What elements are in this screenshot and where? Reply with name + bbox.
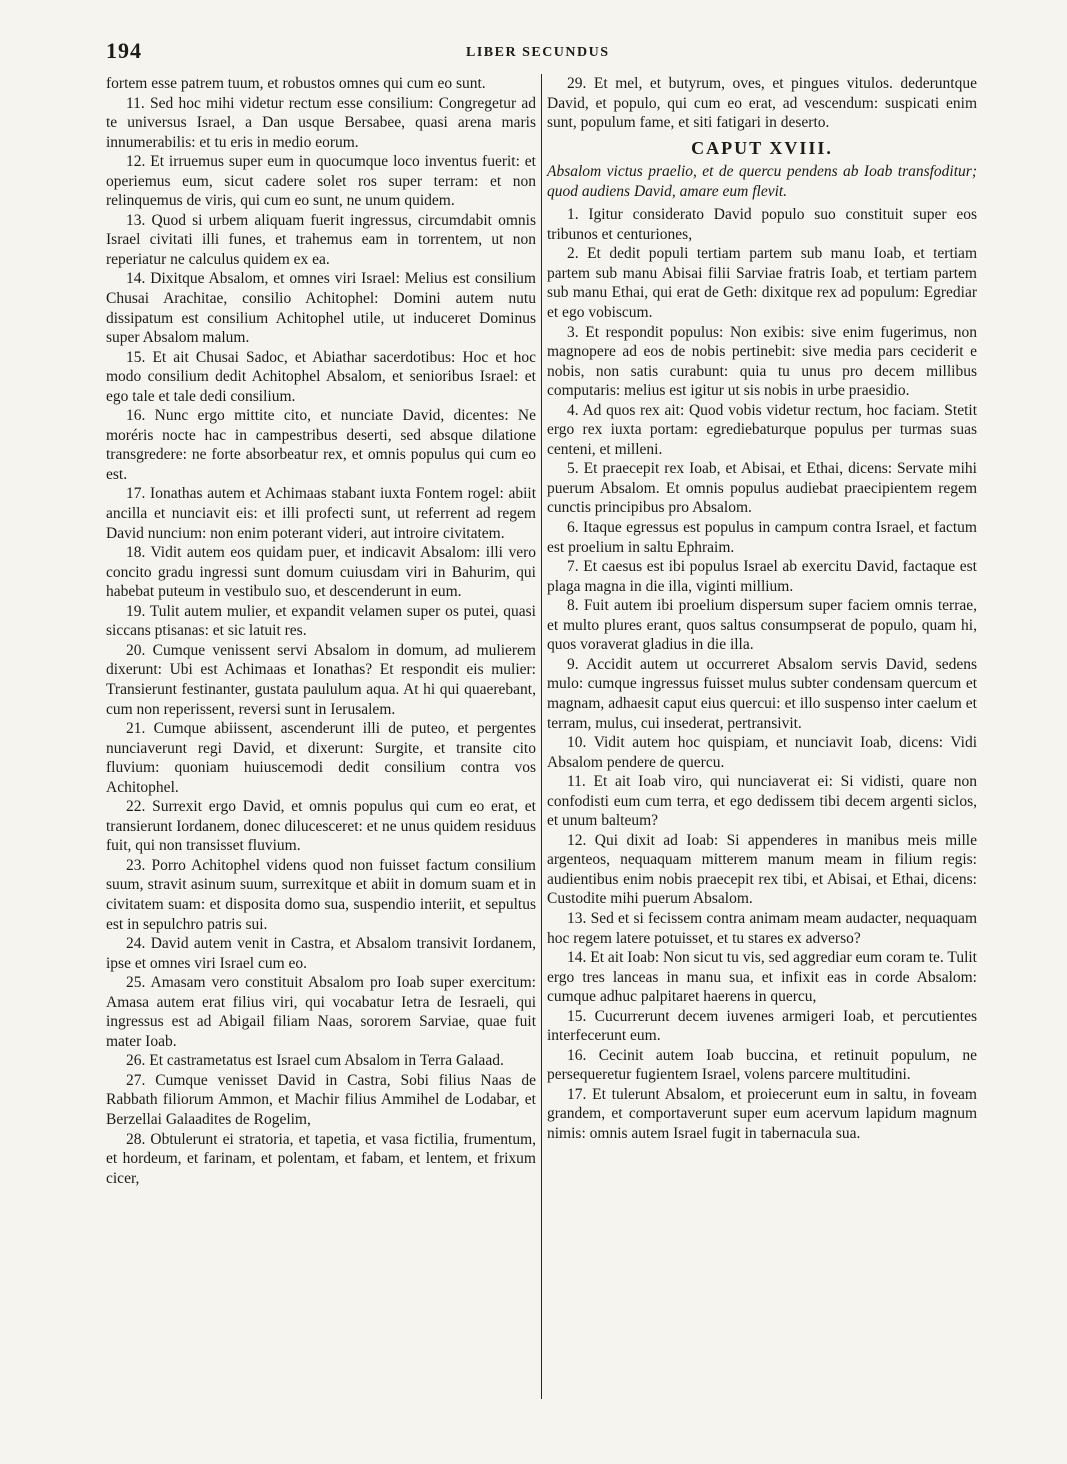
verse-paragraph: 17. Ionathas autem et Achimaas stabant iuxta Fontem rogel: abiit ancilla et nunciavit eis: et illi profecti sunt, ut referrent ad regem David nuncium: non enim poterant videri, aut introire civitatem. [106, 485, 536, 542]
verse-paragraph: 17. Et tulerunt Absalom, et proiecerunt eum in saltu, in foveam grandem, et comportaverunt super eum acervum lapidum magnum nimis: omnis autem Israel fugit in tabernacula sua. [547, 1085, 977, 1142]
verse-paragraph: 27. Cumque venisset David in Castra, Sobi filius Naas de Rabbath filiorum Ammon, et Machir filius Ammihel de Lodabar, et Berzellai Galaadites de Rogelim, [106, 1071, 536, 1128]
verse-paragraph: 26. Et castrametatus est Israel cum Absalom in Terra Galaad. [126, 1052, 504, 1070]
left-column [106, 74, 536, 1188]
verse-paragraph: 19. Tulit autem mulier, et expandit velamen super os putei, quasi siccans ptisanas: et sic latuit res. [106, 602, 536, 640]
verse-paragraph: 15. Et ait Chusai Sadoc, et Abiathar sacerdotibus: Hoc et hoc modo consilium dedit Achitophel Absalom, et senioribus Israel: et ego tale et tale dedi consilium. [106, 348, 536, 405]
verse-paragraph: 13. Sed et si fecissem contra animam meam audacter, nequaquam hoc regem latere potuisset, et tu stares ex adverso? [547, 909, 977, 947]
verse-paragraph: 12. Qui dixit ad Ioab: Si appenderes in manibus meis mille argenteos, nequaquam mitterem manum meam in filium regis: audientibus enim nobis praecepit rex tibi, et Abisai, et Ethai, dicens: Custodite mihi puerum Absalom. [547, 831, 977, 908]
right-column [547, 74, 977, 1144]
verse-paragraph: 3. Et respondit populus: Non exibis: sive enim fugerimus, non magnopere ad eos de nobis pertinebit: sive media pars ceciderit e nobis, non satis curabunt: quia tu unus pro decem millibus computaris: melius est igitur ut sis nobis in urbe praesidio. [547, 323, 977, 400]
page-number: 194 [106, 38, 142, 63]
chapter-heading: CAPUT XVIII. [691, 137, 833, 158]
verse-paragraph: 22. Surrexit ergo David, et omnis populus qui cum eo erat, et transierunt Iordanem, donec dilucesceret: et ne unus quidem residuus fuit, qui non transisset fluvium. [106, 798, 536, 855]
verse-paragraph: 10. Vidit autem hoc quispiam, et nunciavit Ioab, dicens: Vidi Absalom pendere de quercu. [547, 734, 977, 771]
verse-paragraph: 5. Et praecepit rex Ioab, et Abisai, et Ethai, dicens: Servate mihi puerum Absalom. Et omnis populus audiebat praecipientem regem cunctis principibus pro Absalom. [547, 460, 977, 517]
verse-paragraph: 18. Vidit autem eos quidam puer, et indicavit Absalom: illi vero concito gradu ingressi sunt domum cuiusdam viri in Bahurim, qui habebat puteum in vestibulo suo, et descenderunt in eum. [106, 544, 536, 601]
verse-paragraph: 8. Fuit autem ibi proelium dispersum super faciem omnis terrae, et multo plures erant, quos saltus consumpserat de populo, quam hi, quos voraverat gladius in die illa. [547, 597, 977, 654]
verse-paragraph: 11. Sed hoc mihi videtur rectum esse consilium: Congregetur ad te universus Israel, a Dan usque Bersabee, quasi arena maris innumerabilis: et tu eris in medio eorum. [106, 94, 536, 151]
verse-paragraph: 2. Et dedit populi tertiam partem sub manu Ioab, et tertiam partem sub manu Abisai filii Sarviae fratris Ioab, et tertiam partem sub manu Ethai, qui erat de Geth: dixitque rex ad populum: Egrediar et ego vobiscum. [547, 245, 977, 322]
verse-paragraph: 7. Et caesus est ibi populus Israel ab exercitu David, factaque est plaga magna in die illa, viginti millium. [547, 558, 977, 595]
verse-paragraph: 4. Ad quos rex ait: Quod vobis videtur rectum, hoc faciam. Stetit ergo rex iuxta portam: egrediebaturque populus per turmas suas centeni, et milleni. [547, 401, 977, 458]
verse-paragraph: 15. Cucurrerunt decem iuvenes armigeri Ioab, et percutientes interfecerunt eum. [547, 1007, 977, 1045]
verse-paragraph: 28. Obtulerunt ei stratoria, et tapetia, et vasa fictilia, frumentum, et hordeum, et farinam, et polentam, et fabam, et lentem, et frixum cicer, [106, 1130, 536, 1187]
verse-paragraph: 6. Itaque egressus est populus in campum contra Israel, et factum est proelium in saltu Ephraim. [547, 519, 977, 556]
chapter-summary: Absalom victus praelio, et de quercu pendens ab Ioab transfoditur; quod audiens David, amare eum flevit. [547, 163, 977, 200]
verse-paragraph: 9. Accidit autem ut occurreret Absalom servis David, sedens mulo: cumque ingressus fuisset mulus subter condensam quercum et magnam, adhaesit caput eius quercui: et illo suspenso inter caelum et terram, mulus, cui insederat, pertransivit. [547, 655, 977, 732]
verse-paragraph: 13. Quod si urbem aliquam fuerit ingressus, circumdabit omnis Israel civitati illi funes, et trahemus eam in torrentem, ut non reperiatur ne calculus quidem ex ea. [106, 211, 536, 268]
verse-paragraph: 14. Dixitque Absalom, et omnes viri Israel: Melius est consilium Chusai Arachitae, consilio Achitophel: Domini autem nutu dissipatum est consilium Achitophel utile, ut induceret Dominus super Absalom malum. [106, 270, 536, 347]
verse-paragraph: 16. Cecinit autem Ioab buccina, et retinuit populum, ne persequeretur fugientem Israel, volens parcere multitudini. [547, 1046, 977, 1084]
column-divider [541, 74, 542, 1399]
verse-paragraph: 25. Amasam vero constituit Absalom pro Ioab super exercitum: Amasa autem erat filius viri, qui vocabatur Ietra de Iesraeli, qui ingressus est ad Abigail filiam Naas, sororem Sarviae, quae fuit mater Ioab. [106, 974, 536, 1050]
right-column-top [547, 74, 977, 133]
running-title: LIBER SECUNDUS [466, 45, 610, 60]
verse-paragraph: 11. Et ait Ioab viro, qui nunciaverat ei: Si vidisti, quare non confodisti eum cum terra, et ego dedissem tibi decem argenti siclos, et unum balteum? [547, 773, 977, 830]
verse-paragraph: 24. David autem venit in Castra, et Absalom transivit Iordanem, ipse et omnes viri Israel cum eo. [106, 935, 536, 972]
verse-paragraph: fortem esse patrem tuum, et robustos omnes qui cum eo sunt. [106, 75, 486, 92]
verse-paragraph: 23. Porro Achitophel videns quod non fuisset factum consilium suum, stravit asinum suum, surrexitque et abiit in domum suam et in civitatem suam: et disposita domo sua, suspendio interiit, et sepultus est in sepulchro patris sui. [106, 856, 536, 933]
verse-paragraph: 12. Et irruemus super eum in quocumque loco inventus fuerit: et operiemus eum, sicut cadere solet ros super terram: et non relinquemus de viris, qui cum eo sunt, ne unum quidem. [106, 153, 536, 210]
verse-paragraph: 21. Cumque abiissent, ascenderunt illi de puteo, et pergentes nunciaverunt regi David, et dixerunt: Surgite, et transite cito fluvium: quoniam huiuscemodi dedit consilium contra vos Achitophel. [106, 720, 536, 796]
verse-paragraph: 16. Nunc ergo mittite cito, et nunciate David, dicentes: Ne moréris nocte hac in campestribus deserti, sed absque dilatione transgredere: ne forte absorbeatur rex, et omnis populus qui cum eo est. [106, 407, 536, 483]
verse-paragraph: 1. Igitur considerato David populo suo constituit super eos tribunos et centuriones, [547, 206, 977, 243]
verse-paragraph: 20. Cumque venissent servi Absalom in domum, ad mulierem dixerunt: Ubi est Achimaas et Ionathas? Et respondit eis mulier: Transierunt festinanter, gustata paululum aqua. At hi qui quaerebant, cum non reperissent, reversi sunt in Ierusalem. [106, 641, 536, 718]
verse-paragraph: 29. Et mel, et butyrum, oves, et pingues vitulos. dederuntque David, et populo, qui cum eo erat, ad vescendum: suspicati enim sunt, populum fame, et siti fatigari in deserto. [547, 75, 977, 132]
verse-paragraph: 14. Et ait Ioab: Non sicut tu vis, sed aggrediar eum coram te. Tulit ergo tres lanceas in manu sua, et infixit eas in corde Absalom: cumque adhuc palpitaret haerens in quercu, [547, 949, 977, 1006]
right-column-body [547, 205, 977, 1143]
